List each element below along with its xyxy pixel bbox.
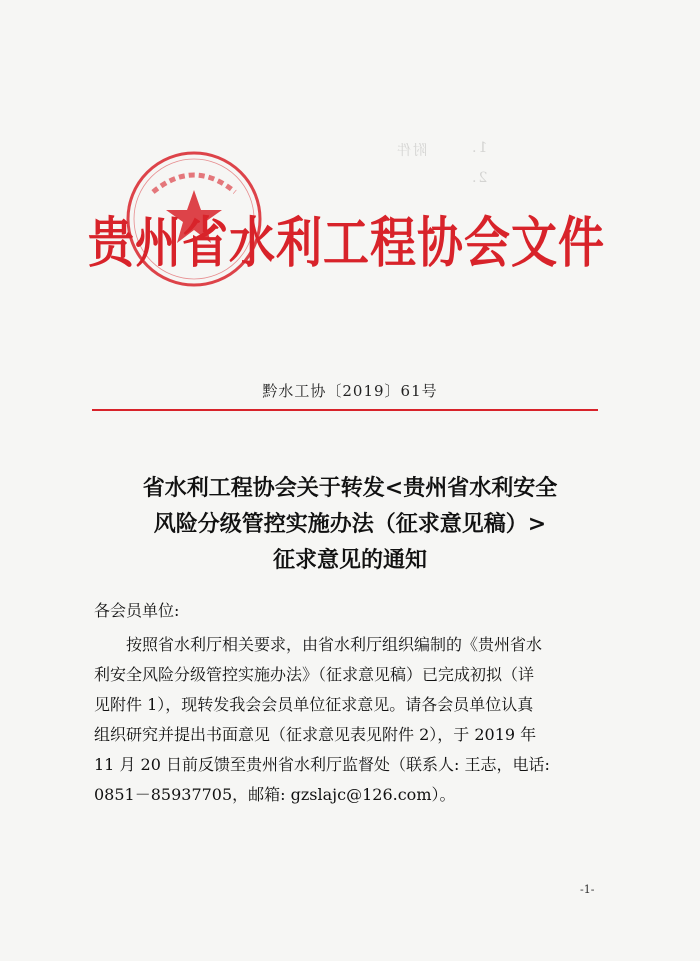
heading-line: 风险分级管控实施办法（征求意见稿）> — [153, 511, 547, 537]
document-number: 黔水工协〔2019〕61号 — [262, 382, 438, 400]
show-through-text: 2. — [470, 170, 488, 186]
body-line: 利安全风险分级管控实施办法》（征求意见稿）已完成初拟（详 — [94, 665, 535, 684]
body-line: 0851－85937705，邮箱: gzslajc@126.com）。 — [94, 785, 456, 804]
show-through-text: 附件 — [395, 143, 427, 159]
show-through-text — [90, 818, 106, 838]
heading-line: 征求意见的通知 — [272, 547, 427, 573]
red-divider-line — [92, 409, 598, 411]
show-through-text — [250, 818, 266, 838]
heading-line: 省水利工程协会关于转发<贵州省水利安全 — [142, 475, 558, 501]
show-through-text — [370, 818, 386, 838]
body-line: 组织研究并提出书面意见（征求意见表见附件 2），于 2019 年 — [94, 725, 537, 744]
show-through-text: 1. — [470, 140, 488, 156]
letterhead-title: 贵州省水利工程协会文件 — [88, 210, 605, 275]
body-line: 按照省水利厅相关要求，由省水利厅组织编制的《贵州省水 — [126, 635, 543, 654]
notice-heading — [80, 470, 620, 578]
body-line: 见附件 1），现转发我会会员单位征求意见。请各会员单位认真 — [94, 695, 534, 714]
salutation: 各会员单位: — [94, 601, 180, 620]
body-line: 11 月 20 日前反馈至贵州省水利厅监督处（联系人: 王志，电话: — [94, 755, 550, 774]
page-number: -1- — [580, 883, 595, 896]
notice-body — [94, 630, 614, 810]
